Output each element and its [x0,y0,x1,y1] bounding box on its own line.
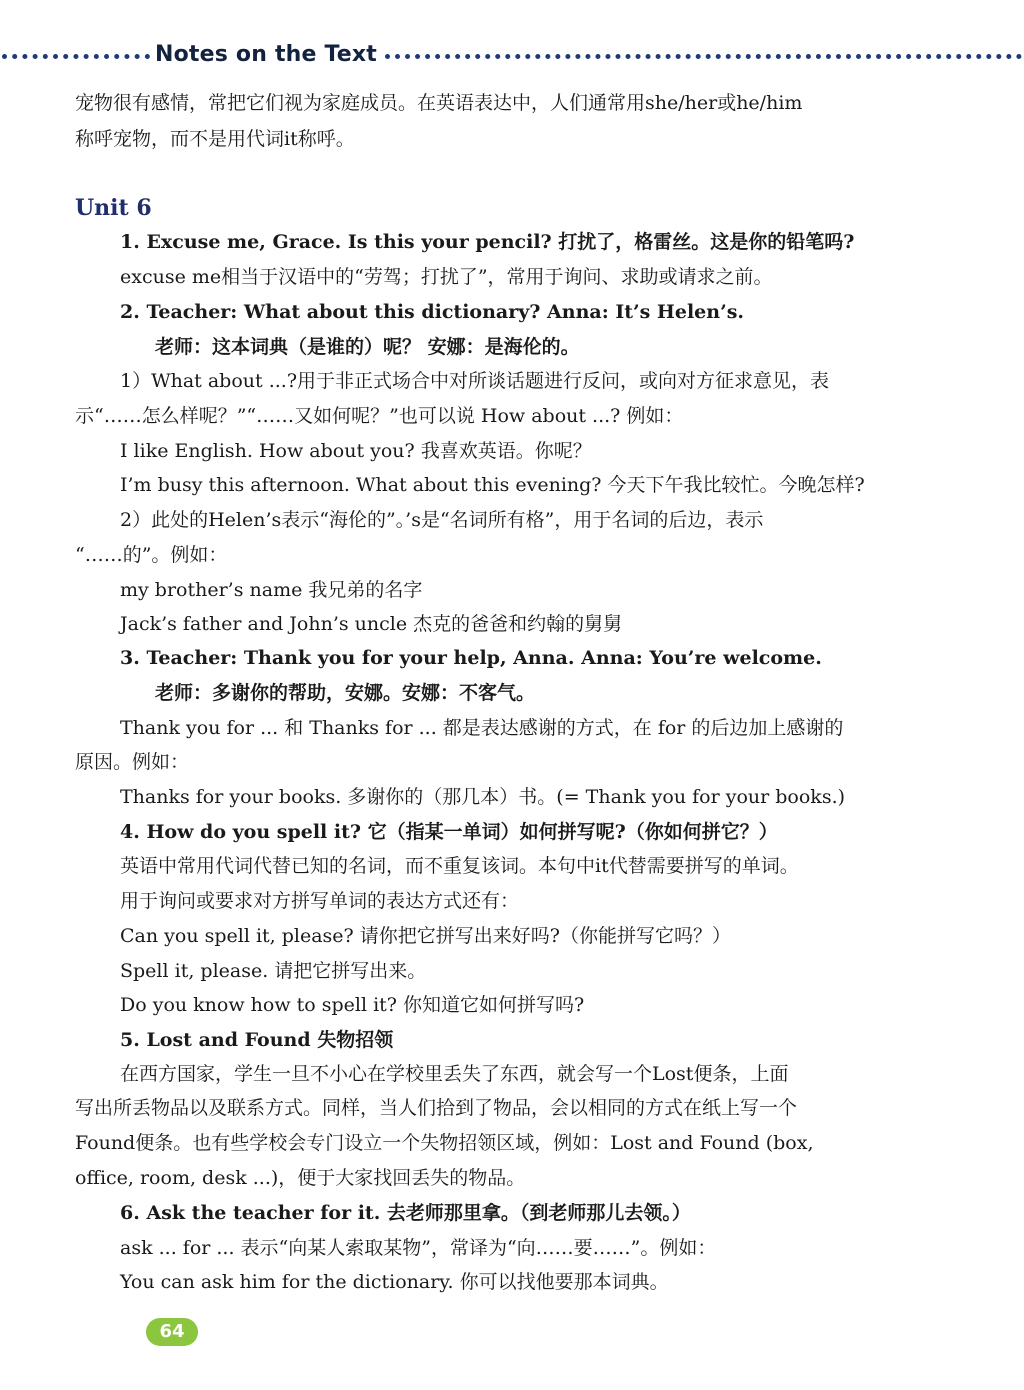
note-2-translation: 老师：这本词典（是谁的）呢？ 安娜：是海伦的。 [155,336,580,358]
note-2-example-1: I like English. How about you? 我喜欢英语。你呢？ [120,440,592,462]
note-2-example-4: Jack’s father and John’s uncle 杰克的爸爸和约翰的舅舅 [120,613,623,635]
note-5-text-line-1: 在西方国家，学生一旦不小心在学校里丢失了东西，就会写一个Lost便条，上面 [120,1063,789,1085]
running-header [0,38,1024,74]
page-number-badge: 64 [146,1318,198,1346]
note-2-heading: 2. Teacher: What about this dictionary? Anna: It’s Helen’s. [120,301,745,323]
note-6-example-1: You can ask him for the dictionary. 你可以找他要那本词典。 [120,1271,669,1293]
note-6-heading: 6. Ask the teacher for it. 去老师那里拿。（到老师那儿去领。） [120,1202,691,1224]
note-3-translation: 老师：多谢你的帮助，安娜。安娜：不客气。 [155,682,536,704]
note-1-text: excuse me相当于汉语中的“劳驾；打扰了”，常用于询问、求助或请求之前。 [120,266,773,288]
note-6-text-line-1: ask ... for ... 表示“向某人索取某物”，常译为“向……要……”。例如： [120,1237,717,1259]
note-2-point-1-line-1: 1）What about ...?用于非正式场合中对所谈话题进行反问，或向对方征求意见，表 [120,370,830,392]
note-2-point-1-line-2: 示“……怎么样呢？”“……又如何呢？”也可以说 How about ...? 例如： [75,405,684,427]
note-3-example-1: Thanks for your books. 多谢你的（那几本）书。(= Thank you for your books.) [120,786,846,808]
note-3-text-line-1: Thank you for ... 和 Thanks for ... 都是表达感谢的方式，在 for 的后边加上感谢的 [120,717,844,739]
header-title: Notes on the Text [155,42,378,67]
unit-title: Unit 6 [75,195,152,221]
header-dots-left [2,54,150,59]
note-4-example-1: Can you spell it, please? 请你把它拼写出来好吗?（你能拼写它吗？） [120,925,731,947]
note-4-text-line-2: 用于询问或要求对方拼写单词的表达方式还有： [120,890,520,912]
note-5-heading: 5. Lost and Found 失物招领 [120,1029,394,1051]
note-2-example-2: I’m busy this afternoon. What about this evening? 今天下午我比较忙。今晚怎样? [120,474,865,496]
header-dots-right [385,54,1022,59]
note-5-text-line-2: 写出所丢物品以及联系方式。同样，当人们拾到了物品，会以相同的方式在纸上写一个 [75,1097,798,1119]
note-5-text-line-4: office, room, desk ...)，便于大家找回丢失的物品。 [75,1167,526,1189]
note-2-example-3: my brother’s name 我兄弟的名字 [120,579,423,601]
note-3-text-line-2: 原因。例如： [75,751,190,773]
note-1-heading: 1. Excuse me, Grace. Is this your pencil? 打扰了，格雷丝。这是你的铅笔吗? [120,231,855,253]
note-2-point-2-line-2: “……的”。例如： [75,544,228,566]
intro-line-2: 称呼宠物，而不是用代词it称呼。 [75,128,355,150]
note-3-heading: 3. Teacher: Thank you for your help, Anna. Anna: You’re welcome. [120,647,822,669]
note-4-text-line-1: 英语中常用代词代替已知的名词，而不重复该词。本句中it代替需要拼写的单词。 [120,855,799,877]
note-4-heading: 4. How do you spell it? 它（指某一单词）如何拼写呢?（你如何拼它？） [120,821,778,843]
note-2-point-2-line-1: 2）此处的Helen’s表示“海伦的”。’s是“名词所有格”，用于名词的后边，表示 [120,509,764,531]
intro-line-1: 宠物很有感情，常把它们视为家庭成员。在英语表达中，人们通常用she/her或he/him [75,92,803,114]
note-5-text-line-3: Found便条。也有些学校会专门设立一个失物招领区域，例如：Lost and Found (box, [75,1132,814,1154]
note-4-example-3: Do you know how to spell it? 你知道它如何拼写吗? [120,994,585,1016]
note-4-example-2: Spell it, please. 请把它拼写出来。 [120,960,427,982]
